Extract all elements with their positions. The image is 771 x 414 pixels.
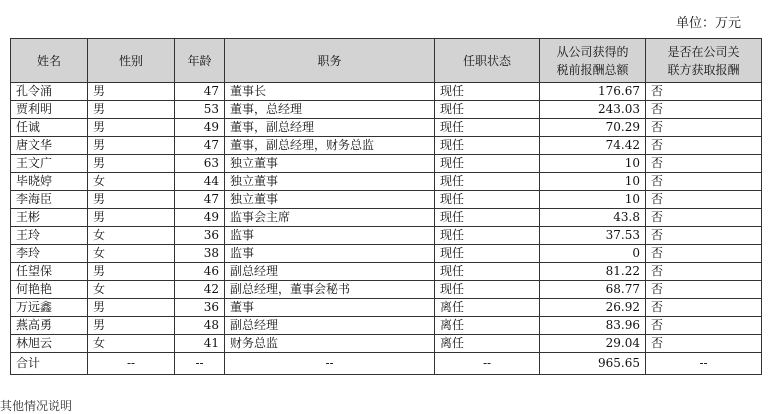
table-row <box>11 263 762 281</box>
cell-gender: 男 <box>88 155 175 173</box>
cell-age: 49 <box>175 119 225 137</box>
table-row <box>11 119 762 137</box>
header-status: 任职状态 <box>435 39 540 83</box>
cell-status: 现任 <box>435 263 540 281</box>
cell-pay: 10 <box>540 155 646 173</box>
cell-gender: 男 <box>88 209 175 227</box>
cell-related: 否 <box>646 335 762 353</box>
cell-status: 现任 <box>435 191 540 209</box>
cell-related: 否 <box>646 227 762 245</box>
cell-gender: 女 <box>88 173 175 191</box>
cell-gender: 男 <box>88 299 175 317</box>
cell-gender: 女 <box>88 245 175 263</box>
cell-name: 毕晓婷 <box>11 173 88 191</box>
header-related <box>646 39 762 83</box>
total-cell-related: -- <box>646 353 762 375</box>
cell-name: 唐文华 <box>11 137 88 155</box>
cell-age: 42 <box>175 281 225 299</box>
cell-related: 否 <box>646 317 762 335</box>
cell-title: 董事，总经理 <box>225 101 435 119</box>
table-row <box>11 137 762 155</box>
header-pay <box>540 39 646 83</box>
cell-age: 47 <box>175 83 225 101</box>
cell-pay: 83.96 <box>540 317 646 335</box>
header-pay-line2: 税前报酬总额 <box>556 62 629 77</box>
total-cell-title: -- <box>225 353 435 375</box>
cell-pay: 74.42 <box>540 137 646 155</box>
unit-label: 单位：万元 <box>675 16 741 31</box>
cell-status: 现任 <box>435 155 540 173</box>
table-row <box>11 245 762 263</box>
cell-age: 36 <box>175 299 225 317</box>
cell-title: 监事 <box>225 227 435 245</box>
table-row <box>11 317 762 335</box>
cell-name: 燕高勇 <box>11 317 88 335</box>
cell-status: 离任 <box>435 299 540 317</box>
cell-status: 离任 <box>435 335 540 353</box>
total-row <box>11 353 762 375</box>
cell-pay: 37.53 <box>540 227 646 245</box>
cell-status: 离任 <box>435 317 540 335</box>
cell-status: 现任 <box>435 173 540 191</box>
cell-gender: 男 <box>88 317 175 335</box>
cell-age: 47 <box>175 137 225 155</box>
total-cell-status: -- <box>435 353 540 375</box>
cell-title: 董事 <box>225 299 435 317</box>
cell-title: 独立董事 <box>225 155 435 173</box>
cell-pay: 29.04 <box>540 335 646 353</box>
cell-gender: 女 <box>88 335 175 353</box>
header-title: 职务 <box>225 39 435 83</box>
cell-status: 现任 <box>435 119 540 137</box>
compensation-table <box>10 38 762 375</box>
cell-related: 否 <box>646 101 762 119</box>
cell-gender: 男 <box>88 191 175 209</box>
cell-pay: 0 <box>540 245 646 263</box>
header-gender: 性别 <box>88 39 175 83</box>
table-row <box>11 191 762 209</box>
cell-gender: 女 <box>88 281 175 299</box>
cell-age: 48 <box>175 317 225 335</box>
cell-title: 副总经理，董事会秘书 <box>225 281 435 299</box>
cell-status: 现任 <box>435 137 540 155</box>
cell-pay: 10 <box>540 173 646 191</box>
cell-title: 独立董事 <box>225 173 435 191</box>
cell-related: 否 <box>646 83 762 101</box>
cell-age: 44 <box>175 173 225 191</box>
table-row <box>11 155 762 173</box>
table-row <box>11 281 762 299</box>
cell-status: 现任 <box>435 227 540 245</box>
table-row <box>11 173 762 191</box>
cell-name: 贾利明 <box>11 101 88 119</box>
cell-gender: 男 <box>88 263 175 281</box>
cell-name: 任望保 <box>11 263 88 281</box>
cell-related: 否 <box>646 173 762 191</box>
table-row <box>11 335 762 353</box>
cell-title: 董事，副总经理，财务总监 <box>225 137 435 155</box>
cell-name: 何艳艳 <box>11 281 88 299</box>
table-row <box>11 227 762 245</box>
header-age: 年龄 <box>175 39 225 83</box>
cell-name: 任诚 <box>11 119 88 137</box>
cell-title: 副总经理 <box>225 263 435 281</box>
cell-gender: 男 <box>88 101 175 119</box>
cell-related: 否 <box>646 119 762 137</box>
cell-gender: 男 <box>88 83 175 101</box>
cell-name: 万远鑫 <box>11 299 88 317</box>
cell-name: 孔令涌 <box>11 83 88 101</box>
cell-name: 王文广 <box>11 155 88 173</box>
total-cell-age: -- <box>175 353 225 375</box>
cell-pay: 26.92 <box>540 299 646 317</box>
cell-title: 副总经理 <box>225 317 435 335</box>
cell-gender: 男 <box>88 119 175 137</box>
total-cell-pay: 965.65 <box>540 353 646 375</box>
cell-related: 否 <box>646 137 762 155</box>
table-body <box>11 83 762 375</box>
cell-related: 否 <box>646 191 762 209</box>
total-cell-name: 合计 <box>11 353 88 375</box>
cell-related: 否 <box>646 209 762 227</box>
cell-related: 否 <box>646 245 762 263</box>
cell-title: 董事长 <box>225 83 435 101</box>
header-row <box>11 39 762 83</box>
cell-pay: 176.67 <box>540 83 646 101</box>
cell-gender: 女 <box>88 227 175 245</box>
cell-age: 36 <box>175 227 225 245</box>
cell-status: 现任 <box>435 83 540 101</box>
cell-name: 王彬 <box>11 209 88 227</box>
cell-age: 38 <box>175 245 225 263</box>
cell-title: 监事 <box>225 245 435 263</box>
footnote: 其他情况说明 <box>0 399 73 413</box>
header-name: 姓名 <box>11 39 88 83</box>
header-related-line1: 是否在公司关 <box>667 44 740 59</box>
cell-age: 46 <box>175 263 225 281</box>
table-row <box>11 209 762 227</box>
cell-title: 董事，副总经理 <box>225 119 435 137</box>
cell-age: 63 <box>175 155 225 173</box>
cell-title: 独立董事 <box>225 191 435 209</box>
table-row <box>11 299 762 317</box>
header-pay-line1: 从公司获得的 <box>556 44 629 59</box>
cell-related: 否 <box>646 263 762 281</box>
cell-status: 现任 <box>435 281 540 299</box>
cell-pay: 81.22 <box>540 263 646 281</box>
cell-status: 现任 <box>435 209 540 227</box>
cell-name: 李海臣 <box>11 191 88 209</box>
cell-age: 53 <box>175 101 225 119</box>
cell-status: 现任 <box>435 245 540 263</box>
cell-status: 现任 <box>435 101 540 119</box>
cell-related: 否 <box>646 299 762 317</box>
cell-name: 王玲 <box>11 227 88 245</box>
cell-pay: 68.77 <box>540 281 646 299</box>
cell-pay: 70.29 <box>540 119 646 137</box>
cell-age: 47 <box>175 191 225 209</box>
cell-age: 41 <box>175 335 225 353</box>
cell-pay: 243.03 <box>540 101 646 119</box>
cell-related: 否 <box>646 155 762 173</box>
cell-age: 49 <box>175 209 225 227</box>
cell-title: 财务总监 <box>225 335 435 353</box>
cell-pay: 10 <box>540 191 646 209</box>
cell-related: 否 <box>646 281 762 299</box>
header-related-line2: 联方获取报酬 <box>667 62 740 77</box>
cell-title: 监事会主席 <box>225 209 435 227</box>
cell-gender: 男 <box>88 137 175 155</box>
cell-name: 林旭云 <box>11 335 88 353</box>
cell-name: 李玲 <box>11 245 88 263</box>
table-row <box>11 101 762 119</box>
table-row <box>11 83 762 101</box>
total-cell-gender: -- <box>88 353 175 375</box>
cell-pay: 43.8 <box>540 209 646 227</box>
